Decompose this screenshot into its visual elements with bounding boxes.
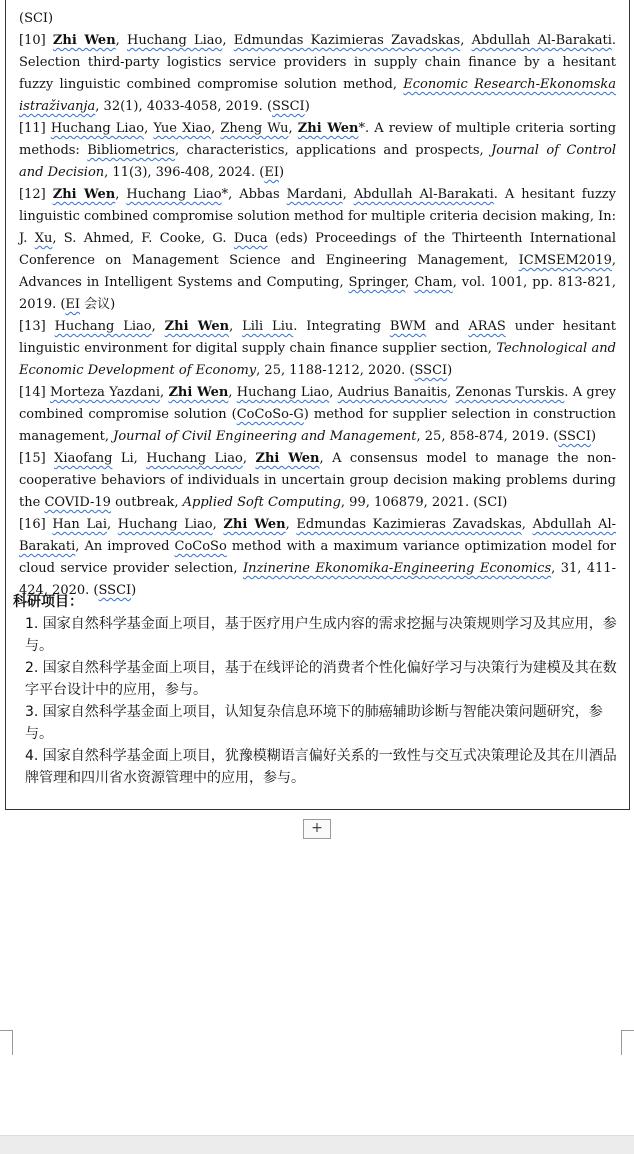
- reference-16: [16] Han Lai, Huchang Liao, Zhi Wen, Edmundas Kazimieras Zavadskas, Abdullah Al-Barakati, An improved CoCoSo method with a maximum variance optimization model for cloud service provider selection, Inzinerine Ekonomika-Engineering Economics, 31, 411-424, 2020. (SSCI): [19, 517, 617, 598]
- index-badge: EI: [65, 297, 81, 312]
- project-item: 2. 国家自然科学基金面上项目，基于在线评论的消费者个性化偏好学习与决策行为建模及其在数字平台设计中的应用，参与。: [25, 660, 617, 698]
- publication-list: [19, 8, 616, 602]
- author-highlight: Zhi Wen: [297, 121, 359, 136]
- reference-9-tail: (SCI): [19, 11, 54, 26]
- author-highlight: Zhi Wen: [52, 187, 116, 202]
- projects-list: [25, 613, 623, 789]
- index-badge: SSCI: [558, 429, 591, 444]
- journal-name: Technological and Economic Development of Economy: [19, 341, 616, 378]
- index-badge: SSCI: [272, 99, 305, 114]
- journal-name: Economic Research-Ekonomska istraživanja: [19, 77, 616, 114]
- reference-14: [14] Morteza Yazdani, Zhi Wen, Huchang Liao, Audrius Banaitis, Zenonas Turskis. A grey combined compromise solution (CoCoSo-G) method for supplier selection in construction management, Journal of Civil Engineering and Management, 25, 858-874, 2019. (SSCI): [19, 385, 617, 444]
- author-highlight: Zhi Wen: [52, 33, 116, 48]
- journal-name: Applied Soft Computing: [182, 495, 341, 510]
- add-row-button[interactable]: +: [303, 819, 331, 839]
- author-highlight: Zhi Wen: [164, 319, 230, 334]
- journal-name: Journal of Control and Decision: [19, 143, 616, 180]
- author-highlight: Zhi Wen: [223, 517, 286, 532]
- reference-15: [15] Xiaofang Li, Huchang Liao, Zhi Wen, A consensus model to manage the non-cooperative behaviors of individuals in uncertain group decision making problems during the COVID-19 outbreak, Applied Soft Computing, 99, 106879, 2021. (SCI): [19, 451, 616, 510]
- reference-11: [11] Huchang Liao, Yue Xiao, Zheng Wu, Zhi Wen*. A review of multiple criteria sorting methods: Bibliometrics, characteristics, applications and prospects, Journal of Control and Decision, 11(3), 396-408, 2024. (EI): [19, 121, 617, 180]
- index-badge: SSCI: [98, 583, 132, 598]
- index-badge: SSCI: [414, 363, 448, 378]
- author-highlight: Zhi Wen: [168, 385, 229, 400]
- journal-name: Inzinerine Ekonomika-Engineering Economics: [242, 561, 552, 576]
- index-badge: EI: [264, 165, 279, 180]
- project-item: 4. 国家自然科学基金面上项目，犹豫模糊语言偏好关系的一致性与交互式决策理论及其在川酒品牌管理和四川省水资源管理中的应用，参与。: [25, 748, 617, 786]
- page-corner-mark-left: [0, 1030, 13, 1055]
- reference-13: [13] Huchang Liao, Zhi Wen, Lili Liu. Integrating BWM and ARAS under hesitant linguistic environment for digital supply chain finance supplier section, Technological and Economic Development of Economy, 25, 1188-1212, 2020. (SSCI): [19, 319, 617, 378]
- page-corner-mark-right: [621, 1030, 634, 1055]
- project-item: 3. 国家自然科学基金面上项目，认知复杂信息环境下的肺癌辅助诊断与智能决策问题研究，参与。: [25, 704, 603, 742]
- status-bar: [0, 1135, 634, 1154]
- projects-heading: 科研项目：: [13, 594, 83, 610]
- reference-10: [10] Zhi Wen, Huchang Liao, Edmundas Kazimieras Zavadskas, Abdullah Al-Barakati. Selection third-party logistics service providers in supply chain finance by a hesitant fuzzy linguistic combined compromise solution method, Economic Research-Ekonomska istraživanja, 32(1), 4033-4058, 2019. (SSCI): [19, 33, 616, 114]
- project-item: 1. 国家自然科学基金面上项目，基于医疗用户生成内容的需求挖掘与决策规则学习及其应用，参与。: [25, 616, 617, 654]
- reference-12: [12] Zhi Wen, Huchang Liao*, Abbas Mardani, Abdullah Al-Barakati. A hesitant fuzzy linguistic combined compromise solution method for multiple criteria decision making, In: J. Xu, S. Ahmed, F. Cooke, G. Duca (eds) Proceedings of the Thirteenth International Conference on Management Science and Engineering Management, ICMSEM2019, Advances in Intelligent Systems and Computing, Springer, Cham, vol. 1001, pp. 813-821, 2019. (EI 会议): [19, 187, 617, 312]
- author-highlight: Zhi Wen: [255, 451, 320, 466]
- journal-name: Journal of Civil Engineering and Management: [113, 429, 417, 444]
